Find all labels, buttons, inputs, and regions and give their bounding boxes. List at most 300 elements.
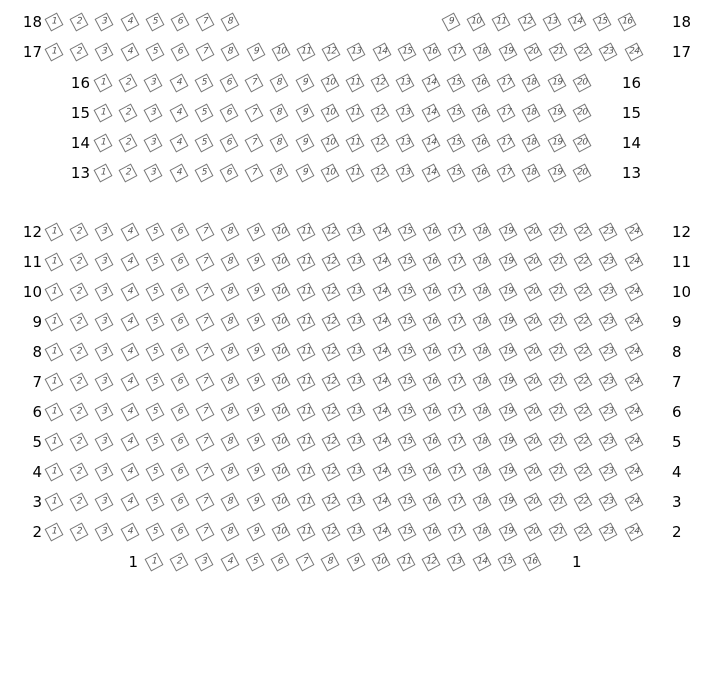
seat[interactable]	[346, 104, 365, 123]
seat[interactable]	[169, 134, 188, 153]
seat[interactable]	[296, 553, 315, 572]
seat[interactable]	[245, 164, 264, 183]
seat[interactable]	[271, 43, 290, 62]
seat[interactable]	[446, 134, 465, 153]
seat[interactable]	[447, 553, 466, 572]
seat[interactable]	[523, 343, 542, 362]
seat[interactable]	[448, 253, 467, 272]
seat[interactable]	[246, 403, 265, 422]
seat[interactable]	[145, 553, 164, 572]
seat[interactable]	[574, 313, 593, 332]
seat[interactable]	[599, 433, 618, 452]
seat[interactable]	[45, 373, 64, 392]
seat[interactable]	[397, 343, 416, 362]
seat[interactable]	[624, 313, 643, 332]
seat[interactable]	[119, 164, 138, 183]
seat[interactable]	[321, 553, 340, 572]
seat[interactable]	[397, 403, 416, 422]
seat[interactable]	[271, 313, 290, 332]
seat[interactable]	[245, 553, 264, 572]
seat[interactable]	[473, 403, 492, 422]
seat[interactable]	[221, 403, 240, 422]
seat[interactable]	[297, 343, 316, 362]
seat[interactable]	[624, 283, 643, 302]
seat[interactable]	[472, 553, 491, 572]
seat[interactable]	[119, 104, 138, 123]
seat[interactable]	[549, 223, 568, 242]
seat[interactable]	[448, 463, 467, 482]
seat[interactable]	[171, 463, 190, 482]
seat[interactable]	[497, 553, 516, 572]
seat[interactable]	[547, 104, 566, 123]
seat[interactable]	[322, 313, 341, 332]
seat[interactable]	[396, 74, 415, 93]
seat[interactable]	[498, 343, 517, 362]
seat[interactable]	[120, 283, 139, 302]
seat[interactable]	[442, 13, 461, 32]
seat[interactable]	[624, 223, 643, 242]
seat[interactable]	[221, 463, 240, 482]
seat[interactable]	[492, 13, 511, 32]
seat[interactable]	[45, 493, 64, 512]
seat[interactable]	[422, 553, 441, 572]
seat[interactable]	[246, 343, 265, 362]
seat[interactable]	[624, 343, 643, 362]
seat[interactable]	[322, 403, 341, 422]
seat[interactable]	[473, 373, 492, 392]
seat[interactable]	[145, 523, 164, 542]
seat[interactable]	[246, 373, 265, 392]
seat[interactable]	[498, 523, 517, 542]
seat[interactable]	[497, 74, 516, 93]
seat[interactable]	[196, 373, 215, 392]
seat[interactable]	[522, 74, 541, 93]
seat[interactable]	[94, 134, 113, 153]
seat[interactable]	[472, 134, 491, 153]
seat[interactable]	[347, 253, 366, 272]
seat[interactable]	[70, 13, 89, 32]
seat[interactable]	[145, 433, 164, 452]
seat[interactable]	[599, 403, 618, 422]
seat[interactable]	[347, 493, 366, 512]
seat[interactable]	[347, 433, 366, 452]
seat[interactable]	[624, 523, 643, 542]
seat[interactable]	[295, 134, 314, 153]
seat[interactable]	[320, 104, 339, 123]
seat[interactable]	[95, 253, 114, 272]
seat[interactable]	[397, 223, 416, 242]
seat[interactable]	[523, 283, 542, 302]
seat[interactable]	[347, 373, 366, 392]
seat[interactable]	[346, 74, 365, 93]
seat[interactable]	[295, 164, 314, 183]
seat[interactable]	[196, 493, 215, 512]
seat[interactable]	[171, 343, 190, 362]
seat[interactable]	[473, 463, 492, 482]
seat[interactable]	[547, 134, 566, 153]
seat[interactable]	[599, 283, 618, 302]
seat[interactable]	[523, 493, 542, 512]
seat[interactable]	[196, 523, 215, 542]
seat[interactable]	[421, 104, 440, 123]
seat[interactable]	[572, 104, 591, 123]
seat[interactable]	[171, 493, 190, 512]
seat[interactable]	[95, 463, 114, 482]
seat[interactable]	[498, 43, 517, 62]
seat[interactable]	[145, 493, 164, 512]
seat[interactable]	[145, 253, 164, 272]
seat[interactable]	[120, 493, 139, 512]
seat[interactable]	[523, 373, 542, 392]
seat[interactable]	[574, 223, 593, 242]
seat[interactable]	[446, 104, 465, 123]
seat[interactable]	[246, 523, 265, 542]
seat[interactable]	[498, 373, 517, 392]
seat[interactable]	[195, 553, 214, 572]
seat[interactable]	[397, 493, 416, 512]
seat[interactable]	[498, 403, 517, 422]
seat[interactable]	[599, 313, 618, 332]
seat[interactable]	[169, 74, 188, 93]
seat[interactable]	[220, 164, 239, 183]
seat[interactable]	[372, 283, 391, 302]
seat[interactable]	[245, 74, 264, 93]
seat[interactable]	[271, 493, 290, 512]
seat[interactable]	[498, 223, 517, 242]
seat[interactable]	[246, 493, 265, 512]
seat[interactable]	[322, 253, 341, 272]
seat[interactable]	[421, 164, 440, 183]
seat[interactable]	[523, 523, 542, 542]
seat[interactable]	[372, 523, 391, 542]
seat[interactable]	[599, 253, 618, 272]
seat[interactable]	[70, 403, 89, 422]
seat[interactable]	[95, 343, 114, 362]
seat[interactable]	[423, 253, 442, 272]
seat[interactable]	[322, 373, 341, 392]
seat[interactable]	[498, 253, 517, 272]
seat[interactable]	[120, 463, 139, 482]
seat[interactable]	[473, 283, 492, 302]
seat[interactable]	[371, 164, 390, 183]
seat[interactable]	[498, 493, 517, 512]
seat[interactable]	[95, 523, 114, 542]
seat[interactable]	[70, 43, 89, 62]
seat[interactable]	[372, 373, 391, 392]
seat[interactable]	[549, 253, 568, 272]
seat[interactable]	[347, 403, 366, 422]
seat[interactable]	[221, 343, 240, 362]
seat[interactable]	[120, 253, 139, 272]
seat[interactable]	[45, 433, 64, 452]
seat[interactable]	[194, 104, 213, 123]
seat[interactable]	[70, 523, 89, 542]
seat[interactable]	[599, 373, 618, 392]
seat[interactable]	[448, 433, 467, 452]
seat[interactable]	[196, 283, 215, 302]
seat[interactable]	[171, 223, 190, 242]
seat[interactable]	[618, 13, 637, 32]
seat[interactable]	[448, 493, 467, 512]
seat[interactable]	[372, 463, 391, 482]
seat[interactable]	[423, 373, 442, 392]
seat[interactable]	[599, 223, 618, 242]
seat[interactable]	[473, 433, 492, 452]
seat[interactable]	[70, 493, 89, 512]
seat[interactable]	[473, 253, 492, 272]
seat[interactable]	[574, 463, 593, 482]
seat[interactable]	[297, 493, 316, 512]
seat[interactable]	[297, 403, 316, 422]
seat[interactable]	[472, 104, 491, 123]
seat[interactable]	[120, 403, 139, 422]
seat[interactable]	[196, 403, 215, 422]
seat[interactable]	[95, 223, 114, 242]
seat[interactable]	[220, 553, 239, 572]
seat[interactable]	[473, 223, 492, 242]
seat[interactable]	[45, 13, 64, 32]
seat[interactable]	[568, 13, 587, 32]
seat[interactable]	[347, 43, 366, 62]
seat[interactable]	[70, 463, 89, 482]
seat[interactable]	[196, 13, 215, 32]
seat[interactable]	[523, 223, 542, 242]
seat[interactable]	[297, 223, 316, 242]
seat[interactable]	[372, 403, 391, 422]
seat[interactable]	[271, 553, 290, 572]
seat[interactable]	[246, 253, 265, 272]
seat[interactable]	[95, 493, 114, 512]
seat[interactable]	[371, 74, 390, 93]
seat[interactable]	[320, 134, 339, 153]
seat[interactable]	[497, 134, 516, 153]
seat[interactable]	[45, 403, 64, 422]
seat[interactable]	[322, 43, 341, 62]
seat[interactable]	[322, 523, 341, 542]
seat[interactable]	[423, 523, 442, 542]
seat[interactable]	[347, 313, 366, 332]
seat[interactable]	[372, 343, 391, 362]
seat[interactable]	[171, 433, 190, 452]
seat[interactable]	[246, 433, 265, 452]
seat[interactable]	[45, 283, 64, 302]
seat[interactable]	[448, 403, 467, 422]
seat[interactable]	[271, 433, 290, 452]
seat[interactable]	[145, 343, 164, 362]
seat[interactable]	[624, 253, 643, 272]
seat[interactable]	[372, 223, 391, 242]
seat[interactable]	[423, 433, 442, 452]
seat[interactable]	[322, 433, 341, 452]
seat[interactable]	[498, 313, 517, 332]
seat[interactable]	[95, 313, 114, 332]
seat[interactable]	[448, 523, 467, 542]
seat[interactable]	[297, 523, 316, 542]
seat[interactable]	[120, 433, 139, 452]
seat[interactable]	[145, 463, 164, 482]
seat[interactable]	[95, 283, 114, 302]
seat[interactable]	[297, 433, 316, 452]
seat[interactable]	[549, 463, 568, 482]
seat[interactable]	[119, 134, 138, 153]
seat[interactable]	[246, 283, 265, 302]
seat[interactable]	[574, 403, 593, 422]
seat[interactable]	[574, 433, 593, 452]
seat[interactable]	[170, 553, 189, 572]
seat[interactable]	[120, 523, 139, 542]
seat[interactable]	[245, 134, 264, 153]
seat[interactable]	[271, 373, 290, 392]
seat[interactable]	[372, 313, 391, 332]
seat[interactable]	[446, 164, 465, 183]
seat[interactable]	[572, 134, 591, 153]
seat[interactable]	[246, 223, 265, 242]
seat[interactable]	[95, 13, 114, 32]
seat[interactable]	[372, 433, 391, 452]
seat[interactable]	[448, 43, 467, 62]
seat[interactable]	[371, 104, 390, 123]
seat[interactable]	[574, 253, 593, 272]
seat[interactable]	[423, 43, 442, 62]
seat[interactable]	[144, 104, 163, 123]
seat[interactable]	[220, 134, 239, 153]
seat[interactable]	[473, 43, 492, 62]
seat[interactable]	[320, 164, 339, 183]
seat[interactable]	[372, 253, 391, 272]
seat[interactable]	[498, 433, 517, 452]
seat[interactable]	[45, 313, 64, 332]
seat[interactable]	[270, 104, 289, 123]
seat[interactable]	[549, 523, 568, 542]
seat[interactable]	[45, 463, 64, 482]
seat[interactable]	[423, 343, 442, 362]
seat[interactable]	[624, 433, 643, 452]
seat[interactable]	[271, 523, 290, 542]
seat[interactable]	[593, 13, 612, 32]
seat[interactable]	[120, 343, 139, 362]
seat[interactable]	[397, 283, 416, 302]
seat[interactable]	[171, 253, 190, 272]
seat[interactable]	[194, 164, 213, 183]
seat[interactable]	[396, 134, 415, 153]
seat[interactable]	[70, 343, 89, 362]
seat[interactable]	[119, 74, 138, 93]
seat[interactable]	[473, 313, 492, 332]
seat[interactable]	[473, 523, 492, 542]
seat[interactable]	[70, 433, 89, 452]
seat[interactable]	[145, 283, 164, 302]
seat[interactable]	[523, 433, 542, 452]
seat[interactable]	[448, 283, 467, 302]
seat[interactable]	[397, 43, 416, 62]
seat[interactable]	[472, 164, 491, 183]
seat[interactable]	[599, 493, 618, 512]
seat[interactable]	[547, 164, 566, 183]
seat[interactable]	[549, 43, 568, 62]
seat[interactable]	[347, 283, 366, 302]
seat[interactable]	[171, 373, 190, 392]
seat[interactable]	[322, 343, 341, 362]
seat[interactable]	[120, 313, 139, 332]
seat[interactable]	[297, 463, 316, 482]
seat[interactable]	[221, 283, 240, 302]
seat[interactable]	[94, 164, 113, 183]
seat[interactable]	[171, 13, 190, 32]
seat[interactable]	[194, 134, 213, 153]
seat[interactable]	[346, 164, 365, 183]
seat[interactable]	[549, 433, 568, 452]
seat[interactable]	[120, 13, 139, 32]
seat[interactable]	[498, 463, 517, 482]
seat[interactable]	[549, 373, 568, 392]
seat[interactable]	[297, 43, 316, 62]
seat[interactable]	[423, 313, 442, 332]
seat[interactable]	[94, 74, 113, 93]
seat[interactable]	[297, 283, 316, 302]
seat[interactable]	[70, 253, 89, 272]
seat[interactable]	[346, 553, 365, 572]
seat[interactable]	[574, 373, 593, 392]
seat[interactable]	[297, 313, 316, 332]
seat[interactable]	[397, 463, 416, 482]
seat[interactable]	[599, 343, 618, 362]
seat[interactable]	[297, 253, 316, 272]
seat[interactable]	[547, 74, 566, 93]
seat[interactable]	[397, 253, 416, 272]
seat[interactable]	[145, 13, 164, 32]
seat[interactable]	[297, 373, 316, 392]
seat[interactable]	[574, 283, 593, 302]
seat[interactable]	[171, 403, 190, 422]
seat[interactable]	[196, 463, 215, 482]
seat[interactable]	[423, 223, 442, 242]
seat[interactable]	[472, 74, 491, 93]
seat[interactable]	[144, 164, 163, 183]
seat[interactable]	[271, 463, 290, 482]
seat[interactable]	[574, 43, 593, 62]
seat[interactable]	[542, 13, 561, 32]
seat[interactable]	[523, 43, 542, 62]
seat[interactable]	[144, 74, 163, 93]
seat[interactable]	[120, 43, 139, 62]
seat[interactable]	[523, 553, 542, 572]
seat[interactable]	[446, 74, 465, 93]
seat[interactable]	[574, 343, 593, 362]
seat[interactable]	[95, 433, 114, 452]
seat[interactable]	[498, 283, 517, 302]
seat[interactable]	[271, 253, 290, 272]
seat[interactable]	[220, 104, 239, 123]
seat[interactable]	[423, 463, 442, 482]
seat[interactable]	[196, 43, 215, 62]
seat[interactable]	[270, 164, 289, 183]
seat[interactable]	[196, 433, 215, 452]
seat[interactable]	[196, 343, 215, 362]
seat[interactable]	[45, 253, 64, 272]
seat[interactable]	[423, 493, 442, 512]
seat[interactable]	[522, 104, 541, 123]
seat[interactable]	[396, 104, 415, 123]
seat[interactable]	[245, 104, 264, 123]
seat[interactable]	[221, 313, 240, 332]
seat[interactable]	[94, 104, 113, 123]
seat[interactable]	[221, 373, 240, 392]
seat[interactable]	[574, 523, 593, 542]
seat[interactable]	[572, 164, 591, 183]
seat[interactable]	[624, 403, 643, 422]
seat[interactable]	[497, 104, 516, 123]
seat[interactable]	[221, 223, 240, 242]
